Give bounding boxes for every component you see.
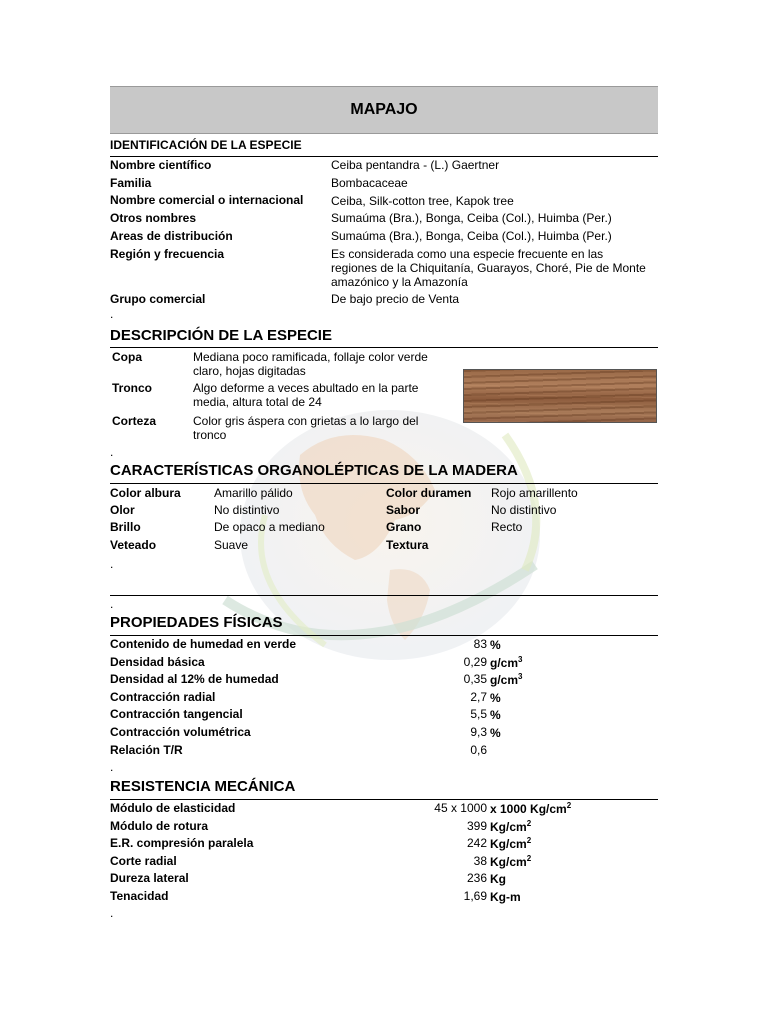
field-label: Textura: [386, 538, 429, 552]
property-label: Módulo de rotura: [110, 818, 208, 833]
title-banner: [110, 86, 658, 134]
property-unit: [490, 637, 501, 652]
field-label: Tronco: [112, 381, 153, 395]
field-label: Grano: [386, 520, 422, 534]
field-value: Es considerada como una especie frecuente en las regiones de la Chiquitanía, Guarayos, Choré, Pie de Monte amazónico y la Amazonía: [331, 247, 646, 289]
property-unit: [490, 819, 531, 834]
property-unit: [490, 854, 531, 869]
field-value: No distintivo: [491, 503, 557, 517]
section-divider: [110, 347, 658, 348]
field-label: Areas de distribución: [110, 229, 233, 243]
property-unit: [490, 889, 521, 904]
field-value: Amarillo pálido: [214, 486, 293, 500]
property-unit: [490, 871, 506, 886]
unit-exponent: 2: [526, 836, 532, 846]
field-value: De bajo precio de Venta: [331, 292, 460, 306]
separator-dot: .: [110, 445, 114, 459]
unit-text: %: [490, 726, 501, 740]
section-divider: [110, 156, 658, 157]
property-value: 38: [473, 853, 487, 868]
unit-exponent: 2: [526, 853, 532, 863]
property-value: 1,69: [463, 889, 487, 903]
unit-exponent: 3: [518, 672, 523, 682]
property-value: 0,29: [463, 654, 487, 669]
property-label: E.R. compresión paralela: [110, 836, 254, 851]
property-unit: [490, 725, 501, 740]
field-label: Grupo comercial: [110, 292, 206, 306]
field-label: Copa: [112, 350, 142, 364]
property-label: Módulo de elasticidad: [110, 801, 236, 815]
field-value: Mediana poco ramificada, follaje color verde claro, hojas digitadas: [193, 350, 428, 378]
section-divider: [110, 799, 658, 800]
separator-dot: .: [110, 597, 114, 611]
field-value: Rojo amarillento: [491, 486, 578, 500]
property-label: Corte radial: [110, 853, 177, 868]
property-label: Contenido de humedad en verde: [110, 637, 297, 651]
field-label: Brillo: [110, 520, 141, 534]
field-label: Color duramen: [386, 486, 472, 500]
separator-dot: .: [110, 307, 114, 321]
field-label: Veteado: [110, 538, 157, 552]
page-title: MAPAJO: [350, 101, 418, 118]
section-divider: [110, 483, 658, 484]
property-label: Contracción radial: [110, 689, 216, 704]
field-value: Ceiba, Silk-cotton tree, Kapok tree: [331, 194, 514, 208]
property-value: 0,35: [463, 672, 487, 687]
field-value: De opaco a mediano: [214, 520, 325, 534]
property-unit: [490, 690, 501, 705]
unit-text: g/cm: [490, 673, 519, 688]
section-divider: [110, 635, 658, 636]
property-value: 242: [466, 836, 487, 851]
property-label: Dureza lateral: [110, 871, 189, 886]
property-value: 399: [466, 818, 487, 833]
field-label: Nombre científico: [110, 158, 212, 172]
property-value: 5,5: [470, 707, 487, 722]
property-value: 0,6: [470, 742, 487, 757]
unit-text: Kg-m: [490, 890, 521, 904]
property-unit: [490, 801, 571, 816]
property-unit: [490, 672, 522, 687]
unit-exponent: 2: [566, 801, 572, 810]
field-value: Suave: [214, 538, 249, 552]
property-label: Relación T/R: [110, 742, 183, 757]
field-value: Bombacaceae: [331, 176, 408, 190]
unit-exponent: 2: [526, 818, 532, 828]
property-unit: [490, 655, 522, 670]
unit-text: Kg/cm: [490, 837, 527, 852]
unit-text: %: [490, 708, 501, 723]
field-value: Ceiba pentandra - (L.) Gaertner: [331, 158, 500, 172]
property-value: 45 x 1000: [434, 801, 487, 815]
property-label: Densidad básica: [110, 654, 205, 669]
property-unit: [490, 707, 501, 722]
separator-dot: .: [110, 760, 114, 774]
property-label: Tenacidad: [110, 889, 169, 903]
section-heading-organolepticas: CARACTERÍSTICAS ORGANOLÉPTICAS DE LA MADERA: [110, 462, 518, 479]
field-label: Corteza: [112, 414, 157, 428]
unit-text: x 1000 Kg/cm: [490, 802, 567, 816]
property-label: Contracción volumétrica: [110, 725, 251, 739]
property-value: 9,3: [470, 725, 487, 739]
separator-dot: .: [110, 906, 114, 920]
field-value: No distintivo: [214, 503, 280, 517]
field-label: Otros nombres: [110, 211, 197, 225]
unit-text: Kg: [490, 872, 506, 887]
property-unit: [490, 836, 531, 851]
field-value: Algo deforme a veces abultado en la parte media, altura total de 24: [193, 381, 419, 409]
property-value: 2,7: [470, 689, 487, 704]
property-value: 236: [466, 871, 487, 886]
unit-text: Kg/cm: [490, 819, 527, 834]
unit-text: %: [490, 690, 501, 705]
field-label: Familia: [110, 176, 152, 190]
unit-text: %: [490, 638, 501, 652]
section-heading-identificacion: IDENTIFICACIÓN DE LA ESPECIE: [110, 138, 302, 152]
property-label: Contracción tangencial: [110, 707, 243, 722]
field-value: Color gris áspera con grietas a lo largo del tronco: [193, 414, 419, 442]
unit-text: Kg/cm: [490, 854, 527, 869]
unit-text: g/cm: [490, 655, 519, 670]
section-heading-fisicas: PROPIEDADES FÍSICAS: [110, 614, 283, 631]
field-label: Sabor: [386, 503, 421, 517]
unit-exponent: 3: [518, 654, 523, 664]
section-heading-mecanica: RESISTENCIA MECÁNICA: [110, 778, 296, 795]
property-value: 83: [473, 637, 487, 651]
property-label: Densidad al 12% de humedad: [110, 672, 279, 687]
field-value: Sumaúma (Bra.), Bonga, Ceiba (Col.), Huimba (Per.): [331, 229, 612, 243]
field-label: Región y frecuencia: [110, 247, 225, 261]
field-label: Olor: [110, 503, 135, 517]
separator-dot: .: [110, 557, 114, 571]
wood-sample-image: [463, 369, 657, 423]
field-label: Nombre comercial o internacional: [110, 193, 304, 207]
field-value: Recto: [491, 520, 523, 534]
field-value: Sumaúma (Bra.), Bonga, Ceiba (Col.), Huimba (Per.): [331, 211, 612, 225]
field-label: Color albura: [110, 486, 181, 500]
section-divider: [110, 595, 658, 596]
section-heading-descripcion: DESCRIPCIÓN DE LA ESPECIE: [110, 327, 332, 344]
